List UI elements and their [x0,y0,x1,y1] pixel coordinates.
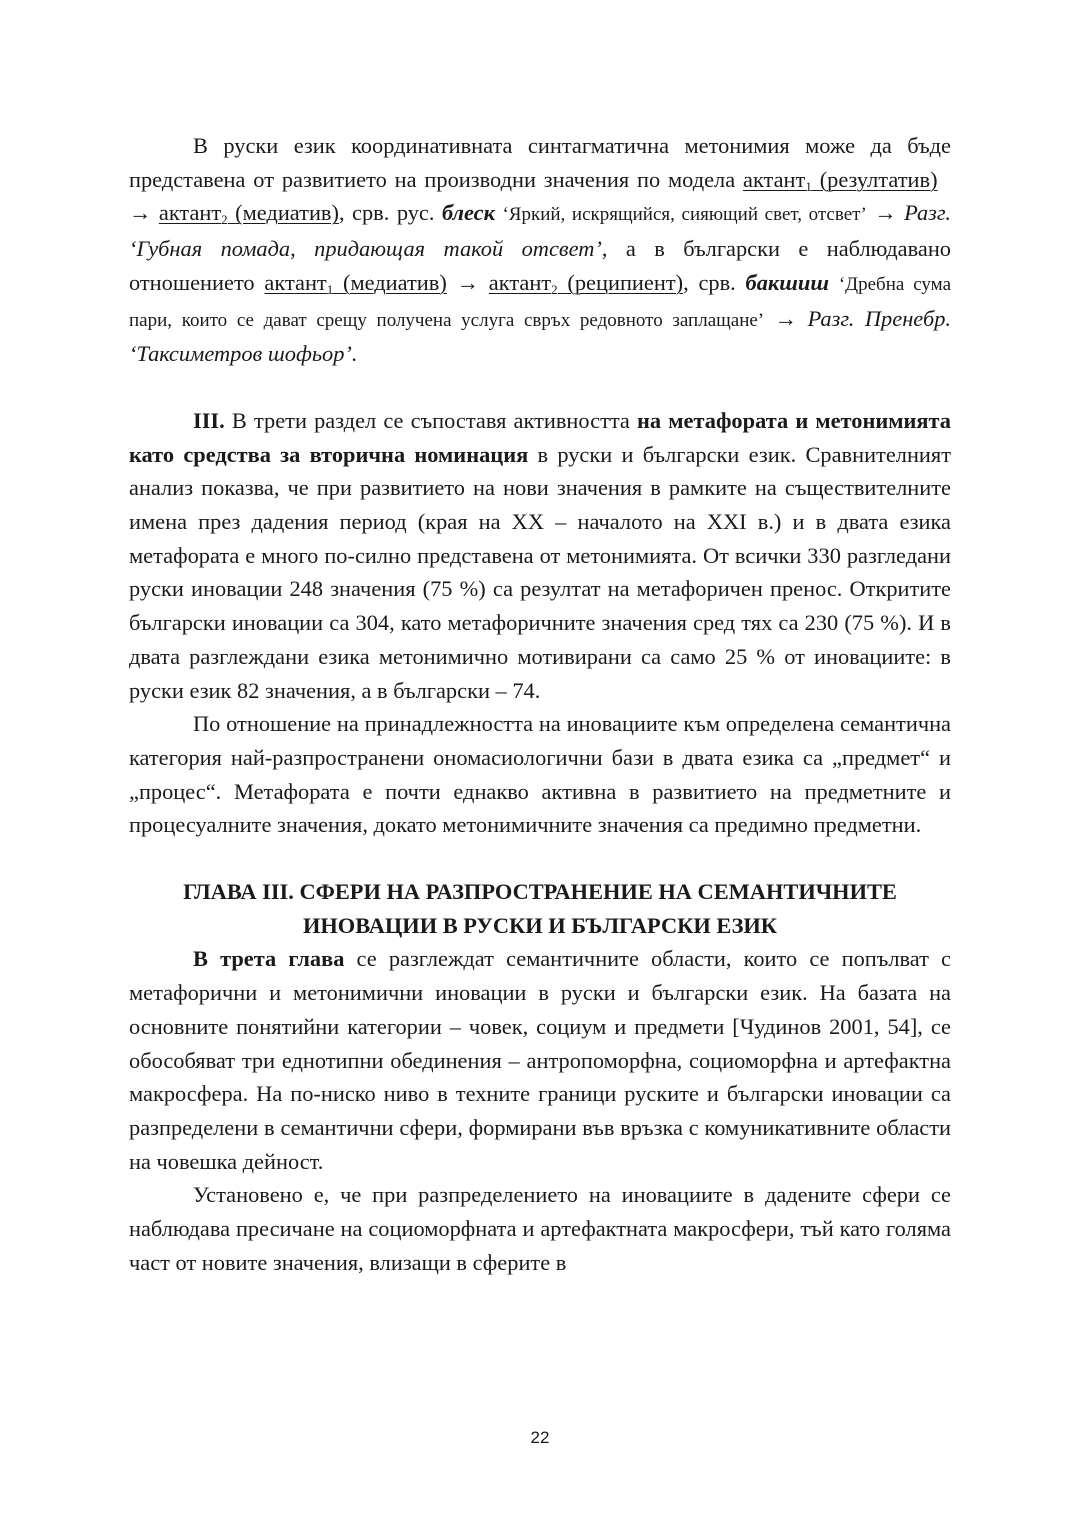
paragraph-text: се разглеждат семантичните области, които се попълват с метафорични и метонимични иновации в руски и български език. На базата на основните понятийни категории – човек, социум и предмети [Чудинов 2001, 54], се обособяват три еднотипни обединения – антропоморфна, социоморфна и артефактна макросфера. На по-ниско ниво в техните граници руските и български иновации са разпределени в семантични сфери, формирани във връзка с комуникативните области на човешка дейност. [129,946,951,1174]
derived-meaning: Разг. ‘Губная помада, придающая такой отсвет’ [129,200,951,262]
paragraph-text: в руски и български език. Сравнителният анализ показва, че при развитието на нови значения в рамките на съществителните имена през дадения период (края на XX – началото на XXI в.) и в двата езика метафората е много по-силно представена от метонимията. От всички 330 разгледани руски иновации 248 значения (75 %) са резултат на метафоричен пренос. Откритите български иновации са 304, като метафоричните значения сред тях са 230 (75 %). И в двата разглеждани езика метонимично мотивирани са само 25 % от иновациите: в руски език 82 значения, а в български – 74. [129,441,951,703]
paragraph-metonymy-example [129,129,951,371]
paragraph-spacer [129,842,951,875]
example-word-russian: блеск [441,200,495,226]
paragraph-section-three [129,404,951,707]
actant-1-result: актант$_1$ (резултатив) [743,166,938,194]
paragraph-chapter-intro [129,942,951,1178]
section-number: III. [193,407,225,433]
paragraph-text: , срв. рус. [338,200,442,226]
page-number: 22 [530,1428,550,1447]
chapter-heading [129,875,951,942]
chapter-heading-line-1: ГЛАВА III. СФЕРИ НА РАЗПРОСТРАНЕНИЕ НА СЕМАНТИЧНИТЕ [183,879,897,905]
actant-1-mediative: актант$_1$ (медиатив) [264,269,447,297]
actant-2-mediative: актант$_2$ (медиатив) [158,200,339,228]
arrow-symbol: → [456,269,479,295]
paragraph-text: , а в български е наблюдавано отношението [129,236,951,295]
paragraph-semantic-category [129,707,951,842]
emphasized-text: В трета глава [193,946,345,972]
paragraph-text: В руски език координативната синтагматична метонимия може да бъде представена от развитието на производни значения по модела [129,133,951,192]
paragraph-spacer [129,371,951,404]
example-word-bulgarian: бакшиш [745,269,830,295]
paragraph-text: По отношение на принадлежността на иновациите към определена семантична категория най-разпространени ономасиологични бази в двата езика са „предмет“ и „процес“. Метафората е почти еднакво активна в развитието на предметните и процесуалните значения, докато метонимичните значения са предимно предметни. [129,711,951,838]
paragraph-spheres [129,1178,951,1279]
paragraph-text: В трети раздел се съпоставя активността [224,407,638,433]
arrow-symbol: → [874,200,897,226]
actant-2-recipient: актант$_2$ (реципиент) [488,269,684,297]
definition-gloss: ‘Дребна сума пари, които се дават срещу получена услуга свръх редовното заплащане’ [129,273,952,331]
chapter-heading-line-2: ИНОВАЦИИ В РУСКИ И БЪЛГАРСКИ ЕЗИК [302,912,778,938]
document-body [129,129,951,1280]
emphasized-text: на метафората и метонимията като средства за вторична номинация [129,407,951,467]
paragraph-text: Установено е, че при разпределението на иновациите в дадените сфери се наблюдава пресичане на социоморфната и артефактната макросфери, тъй като голяма част от новите значения, влизащи в сферите в [129,1182,951,1275]
paragraph-text: , срв. [683,269,746,295]
derived-meaning: Разг. Пренебр. ‘Таксиметров шофьор’. [129,305,951,367]
arrow-symbol: → [774,305,798,331]
arrow-symbol: → [129,200,152,226]
definition-gloss: ‘Яркий, искрящийся, сияющий свет, отсвет’ [502,204,867,226]
